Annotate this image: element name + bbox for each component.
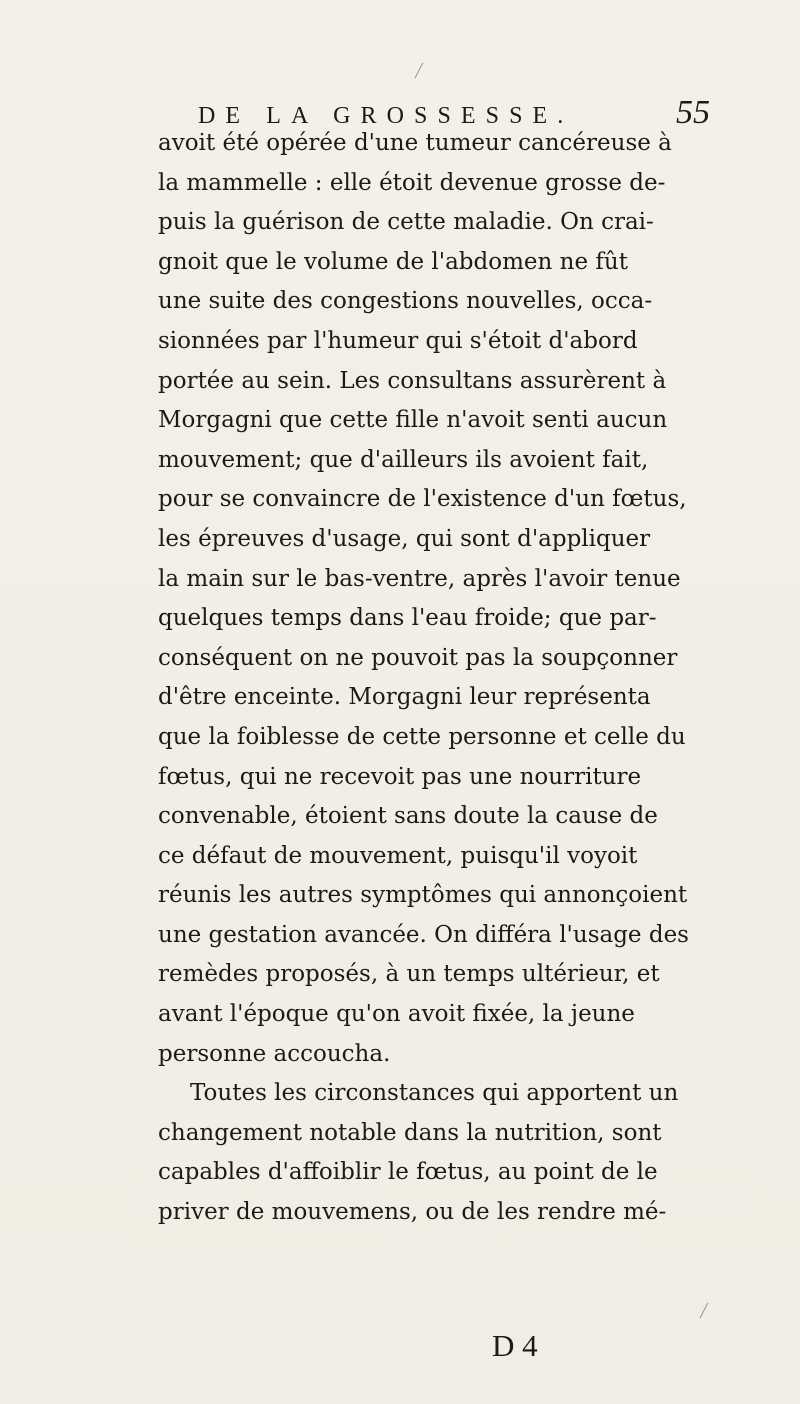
text-line-8: Morgagni que cette fille n'avoit senti aucun — [158, 407, 668, 434]
text-line-9: mouvement; que d'ailleurs ils avoient fait, — [158, 446, 649, 473]
text-line-16: que la foiblesse de cette personne et celle du — [158, 723, 686, 750]
text-line-6: sionnées par l'humeur qui s'étoit d'abord — [158, 327, 638, 354]
text-line-5: une suite des congestions nouvelles, occa- — [158, 288, 653, 315]
text-line-27: capables d'affoiblir le fœtus, au point de le — [158, 1159, 658, 1186]
text-line-15: d'être enceinte. Morgagni leur représenta — [158, 684, 651, 711]
text-line-4: gnoit que le volume de l'abdomen ne fût — [158, 248, 628, 275]
text-line-1: avoit été opérée d'une tumeur cancéreuse à — [158, 130, 672, 156]
signature-mark: D 4 — [492, 1328, 538, 1363]
text-line-24: personne accoucha. — [158, 1040, 391, 1067]
text-line-20: réunis les autres symptômes qui annonçoient — [158, 882, 688, 909]
text-line-17: fœtus, qui ne recevoit pas une nourriture — [158, 763, 642, 790]
paper-speck: ╱ — [415, 64, 423, 79]
text-line-3: puis la guérison de cette maladie. On crai- — [158, 209, 654, 236]
text-line-25: Toutes les circonstances qui apportent un — [190, 1080, 679, 1107]
paper-speck: ╱ — [700, 1304, 708, 1319]
text-line-26: changement notable dans la nutrition, sont — [158, 1119, 662, 1146]
text-line-23: avant l'époque qu'on avoit fixée, la jeune — [158, 1001, 635, 1028]
text-line-10: pour se convaincre de l'existence d'un fœtus, — [158, 486, 687, 513]
body-text — [158, 124, 689, 1233]
text-line-22: remèdes proposés, à un temps ultérieur, et — [158, 961, 660, 988]
text-line-11: les épreuves d'usage, qui sont d'appliquer — [158, 525, 651, 552]
page-number: 55 — [676, 94, 710, 131]
text-line-12: la main sur le bas-ventre, après l'avoir tenue — [158, 565, 681, 592]
running-head: DE LA GROSSESSE. — [198, 103, 574, 129]
text-line-13: quelques temps dans l'eau froide; que par- — [158, 605, 657, 632]
text-line-18: convenable, étoient sans doute la cause de — [158, 803, 658, 830]
text-line-19: ce défaut de mouvement, puisqu'il voyoit — [158, 842, 638, 869]
text-line-28: priver de mouvemens, ou de les rendre mé- — [158, 1199, 667, 1226]
text-line-7: portée au sein. Les consultans assurèrent à — [158, 367, 667, 394]
text-line-2: la mammelle : elle étoit devenue grosse de- — [158, 169, 666, 196]
text-line-14: conséquent on ne pouvoit pas la soupçonner — [158, 644, 678, 671]
text-line-21: une gestation avancée. On différa l'usage des — [158, 921, 689, 948]
